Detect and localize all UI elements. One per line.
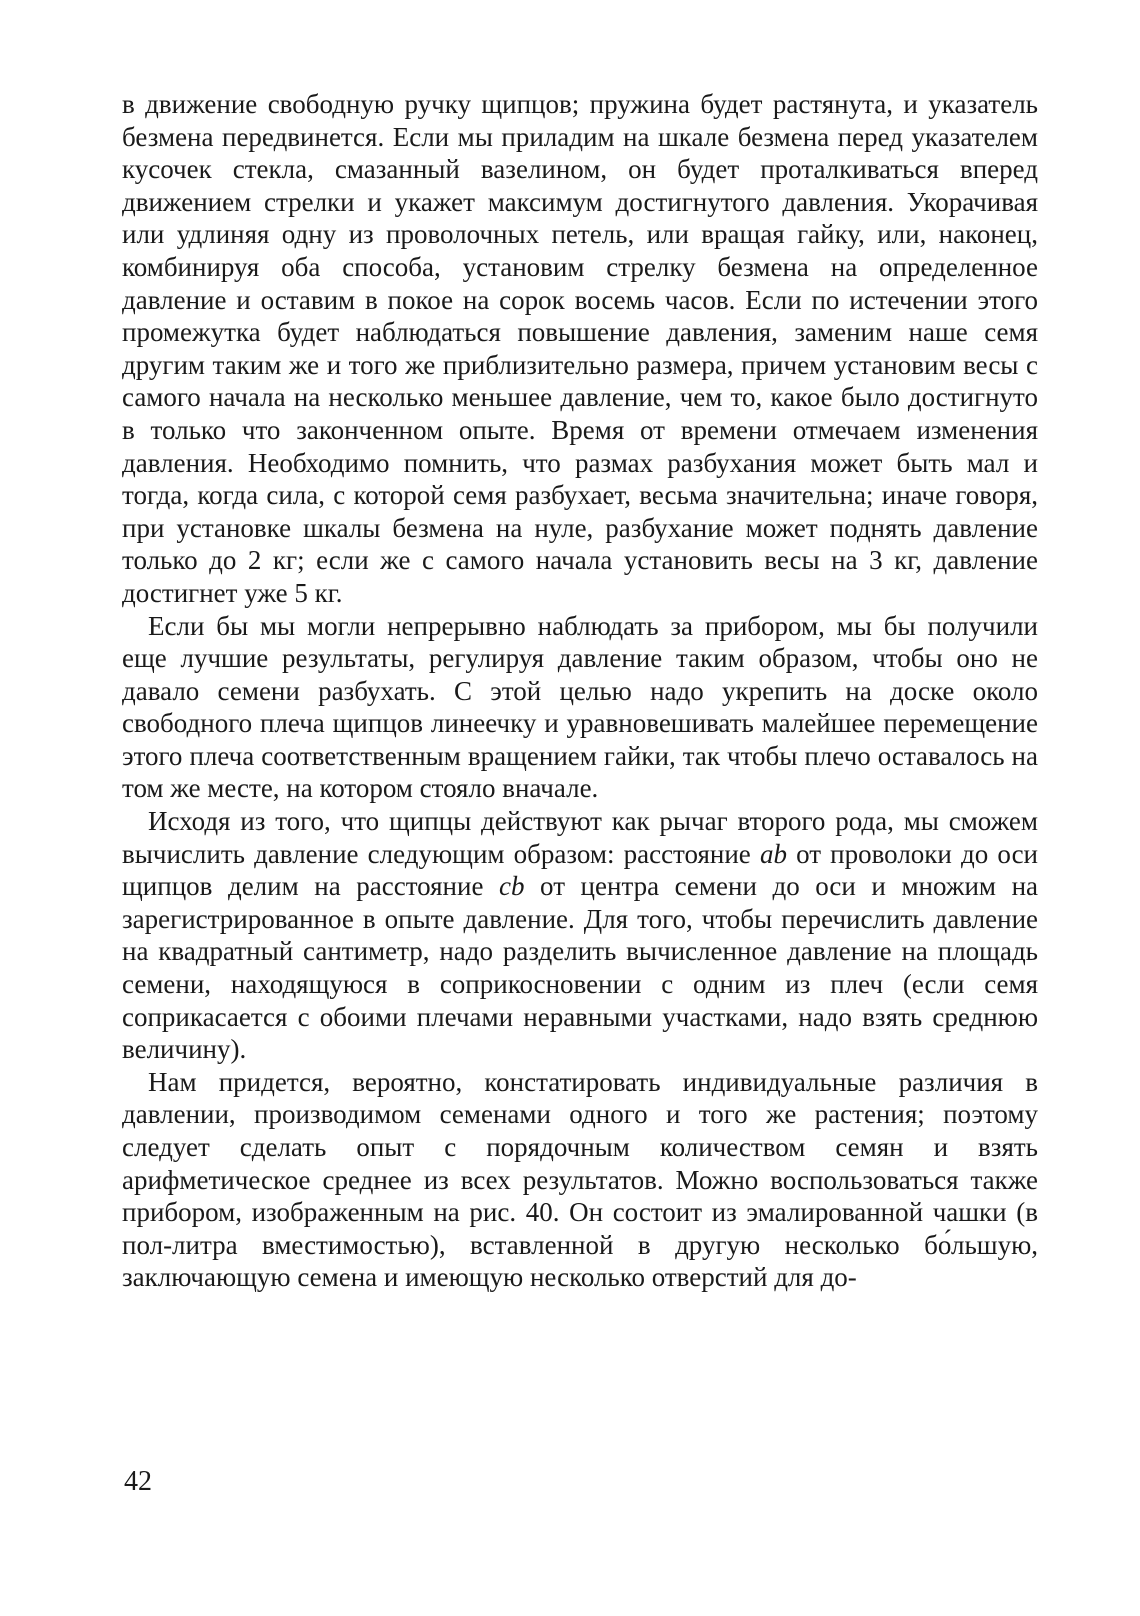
paragraph-3-text-a: Исходя из того, что щипцы действуют как рычаг второго рода, мы сможем вычислить давление следующим образом: расстояние <box>122 806 1038 869</box>
distance-ab-label: ab <box>759 838 787 869</box>
paragraph-1 <box>122 88 1038 610</box>
paragraph-1-text: в движение свободную ручку щипцов; пружина будет растянута, и указатель безмена передвинется. Если мы приладим на шкале безмена перед указателем кусочек стекла, смазанный вазелином, он будет проталкиваться вперед движением стрелки и укажет максимум достигнутого давления. Укорачивая или удлиняя одну из проволочных петель, или вращая гайку, или, наконец, комбинируя оба способа, установим стрелку безмена на определенное давление и оставим в покое на сорок восемь часов. Если по истечении этого промежутка будет наблюдаться повышение давления, заменим наше семя другим таким же и того же приблизительно размера, причем установим весы с самого начала на несколько меньшее давление, чем то, какое было достигнуто в только что законченном опыте. Время от времени отмечаем изменения давления. Необходимо помнить, что размах разбухания может быть мал и тогда, когда сила, с которой семя разбухает, весьма значительна; иначе говоря, при установке шкалы безмена на нуле, разбухание может поднять давление только до 2 кг; если же с самого начала установить весы на 3 кг, давление достигнет уже 5 кг. <box>122 89 1038 608</box>
page-number: 42 <box>124 1466 152 1497</box>
paragraph-4 <box>122 1066 1038 1294</box>
paragraph-3-text-b: от проволоки до оси щипцов делим на расстояние <box>122 838 1039 902</box>
paragraph-4-text: Нам придется, вероятно, констатировать индивидуальные различия в давлении, производимом семенами одного и того же растения; поэтому следует сделать опыт с порядочным количеством семян и взять арифметическое среднее из всех результатов. Можно воспользоваться также прибором, изображенным на рис. 40. Он состоит из эмалированной чашки (в пол-литра вместимостью), вставленной в другую несколько бо́льшую, заключающую семена и имеющую несколько отверстий для до- <box>122 1066 1038 1293</box>
paragraph-2-text: Если бы мы могли непрерывно наблюдать за прибором, мы бы получили еще лучшие результаты, регулируя давление таким образом, чтобы оно не давало семени разбухать. С этой целью надо укрепить на доске около свободного плеча щипцов линеечку и уравновешивать малейшее перемещение этого плеча соответственным вращением гайки, так чтобы плечо оставалось на том же месте, на котором стояло вначале. <box>122 610 1038 804</box>
paragraph-2 <box>122 610 1038 806</box>
paragraph-3-text-c: от центра семени до оси и множим на зарегистрированное в опыте давление. Для того, чтобы перечислить давление на квадратный сантиметр, надо разделить вычисленное давление на площадь семени, находящуюся в соприкосновении с одним из плеч (если семя соприкасается с обоими плечами неравными участками, надо взять среднюю величину). <box>122 871 1038 1065</box>
paragraph-3 <box>122 805 1038 1066</box>
distance-cb-label: cb <box>499 871 525 902</box>
page-body <box>122 88 1038 1294</box>
